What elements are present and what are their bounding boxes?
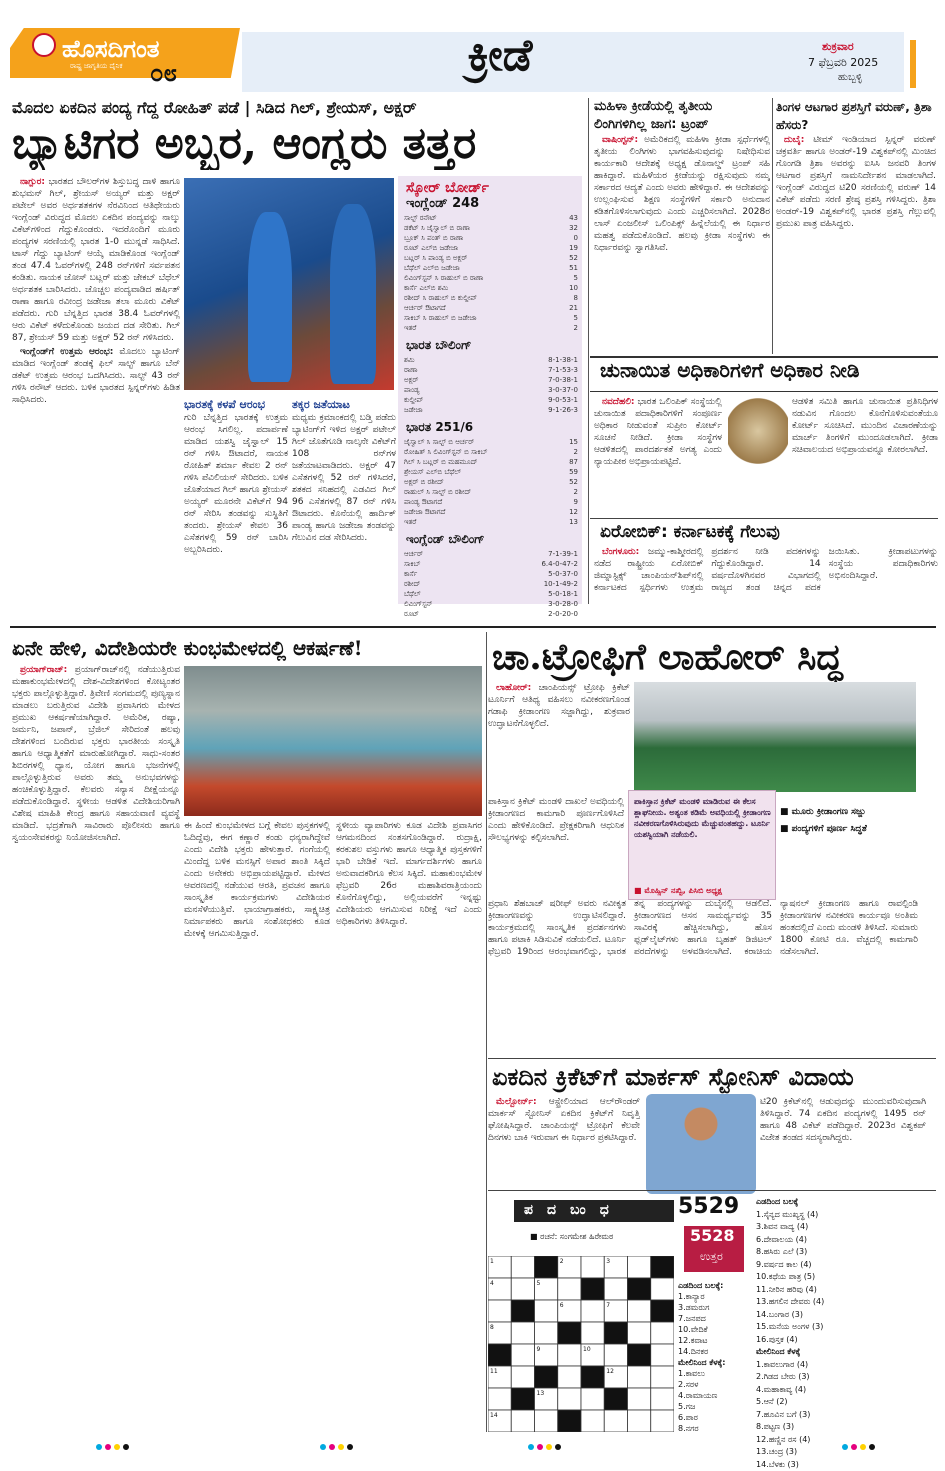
england-batting-row [404,294,578,303]
lahore-body-2: ಪಾಕಿಸ್ತಾನ ಕ್ರಿಕೆಟ್ ಮಂಡಳಿ ದಾಖಲೆ ಅವಧಿಯಲ್ಲಿ ಕ್ರೀಡಾಂಗಣದ ಕಾಮಗಾರಿ ಪೂರ್ಣಗೊಳಿಸಿದೆ ಎಂದು ಹೇಳಿಕೊಂಡಿದೆ. ಪ್ರೇಕ್ಷಕರಿಗಾಗಿ ಆಧುನಿಕ ಸೌಲಭ್ಯಗಳನ್ನು ಕಲ್ಪಿಸಲಾಗಿದೆ. [488,796,624,896]
crossword-cell[interactable] [558,1366,581,1388]
crossword-block [604,1388,627,1410]
crossword-block [581,1366,604,1388]
masthead [0,0,945,96]
india-bowling-row [404,366,578,375]
england-batting-row-value: 43 [569,214,578,223]
india-batting-row [404,458,578,467]
crossword-cell[interactable] [511,1366,534,1388]
england-batting-row-name: ರೂಟ್ ಎಲ್‌ಬಿ ಜಡೇಜಾ [404,244,458,252]
india-bowling-row-name: ಜಡೇಜಾ [404,406,423,414]
prev-answer-item: 14.ದಿನಕರ [678,1346,752,1357]
england-bowling-row-name: ಬೆಥೆಲ್ [404,590,421,598]
registration-dot [851,1444,857,1450]
crossword-clue-number: 10 [583,1346,591,1353]
crossword-cell[interactable] [604,1344,627,1366]
crossword-number: 5529 [678,1194,739,1219]
lahore-body-3: ಪ್ರಧಾನಿ ಶೆಹಬಾಜ್ ಷರೀಫ್ ಅವರು ನವೀಕೃತ ಕ್ರೀಡಾಂಗಣವನ್ನು ಉದ್ಘಾಟಿಸಲಿದ್ದಾರೆ. ಕಾರ್ಯಕ್ರಮದಲ್ಲಿ ಸಾಂಸ್ಕೃತಿಕ ಪ್ರದರ್ಶನಗಳು ಹಾಗೂ ಪಟಾಕಿ ಸಿಡಿಸುವಿಕೆ ನಡೆಯಲಿದೆ. ಟೂರ್ನಿ ಫೆಬ್ರವರಿ 19ರಿಂದ ಆರಂಭವಾಗಲಿದ್ದು, ಭಾರತ ತನ್ನ ಪಂದ್ಯಗಳನ್ನು ದುಬೈನಲ್ಲಿ ಆಡಲಿದೆ. ಕ್ರೀಡಾಂಗಣದ ಆಸನ ಸಾಮರ್ಥ್ಯವನ್ನು 35 ಸಾವಿರಕ್ಕೆ ಹೆಚ್ಚಿಸಲಾಗಿದ್ದು, ಹೊಸ ಫ್ಲಡ್‌ಲೈಟ್‌ಗಳು ಹಾಗೂ ಬೃಹತ್ ಡಿಜಿಟಲ್ ಪರದೆಗಳನ್ನು ಅಳವಡಿಸಲಾಗಿದೆ. ಕರಾಚಿಯ ನ್ಯಾಷನಲ್ ಕ್ರೀಡಾಂಗಣ ಹಾಗೂ ರಾವಲ್ಪಿಂಡಿ ಕ್ರೀಡಾಂಗಣಗಳ ನವೀಕರಣ ಕಾರ್ಯವೂ ಅಂತಿಮ ಹಂತದಲ್ಲಿದೆ ಎಂದು ಮಂಡಳಿ ತಿಳಿಸಿದೆ. ಸುಮಾರು 1800 ಕೋಟಿ ರೂ. ವೆಚ್ಚದಲ್ಲಿ ಕಾಮಗಾರಿ ನಡೆಸಲಾಗಿದೆ. [488,898,918,1058]
pcb-quote-text: ಪಾಕಿಸ್ತಾನ ಕ್ರಿಕೆಟ್ ಮಂಡಳಿ ಮಾಡಿರುವ ಈ ಕೆಲಸ ಶ್ಲಾಘನೀಯ. ಅತ್ಯಂತ ಕಡಿಮೆ ಅವಧಿಯಲ್ಲಿ ಕ್ರೀಡಾಂಗಣ ನವೀಕರಣಗೊಳಿಸಿರುವುದು ಮೆಚ್ಚುವಂತಹದ್ದು. ಟೂರ್ನಿ ಯಶಸ್ವಿಯಾಗಿ ನಡೆಯಲಿ. [634,796,772,896]
highlight-item: ■ ಪಂದ್ಯಗಳಿಗೆ ಪೂರ್ಣ ಸಿದ್ಧತೆ [780,823,920,836]
england-batting-row-name: ಕಾರ್ಸೆ ಎಲ್‌ಬಿ ಶಮಿ [404,284,448,292]
india-bowling-row [404,386,578,395]
england-batting-row-value: 8 [574,294,578,303]
crossword-clue: 10.ಕಥೆಯ ಪಾತ್ರ (5) [756,1271,936,1284]
lamp-icon [32,33,56,57]
registration-dot [537,1444,543,1450]
england-batting-row-value: 2 [574,324,578,333]
prev-answer-item: 7.ಜನಪದ [678,1313,752,1324]
crossword-cell[interactable] [511,1278,534,1300]
crossword-block [558,1410,581,1432]
registration-dot [528,1444,534,1450]
crossword-cell[interactable] [488,1388,511,1410]
crossword-clue-number: 6 [560,1302,564,1309]
england-batting-row-value: 21 [569,304,578,313]
england-batting-row [404,224,578,233]
england-batting-row-value: 19 [569,244,578,253]
india-bowling-row-name: ಅಕ್ಷರ್ [404,376,418,384]
crossword-cell[interactable] [628,1256,651,1278]
top-story-dateline: ನಾಗ್ಪುರ: [20,177,45,187]
england-batting-row-name: ಆರ್ಚರ್ ಔಟಾಗದೆ [404,304,446,312]
crossword-cell[interactable] [651,1388,674,1410]
crossword-clue: 9.ವರ್ಷದ ಕಾಲ (4) [756,1259,936,1272]
crossword-clue: 8.ಪಟ್ಟಣ (3) [756,1421,936,1434]
crossword-cell[interactable] [535,1322,558,1344]
england-bowling-row-value: 2-0-20-0 [548,610,578,619]
crossword-clue: 13.ಚಂದ್ರ (3) [756,1446,936,1459]
crossword-block [511,1388,534,1410]
india-bowling-row-value: 7-0-38-1 [548,376,578,385]
crossword-cell[interactable] [651,1344,674,1366]
crossword-clue-number: 5 [537,1280,541,1287]
england-total: ಇಂಗ್ಲೆಂಡ್ 248 [406,196,479,211]
crossword-clue-number: 13 [537,1390,545,1397]
crossword-cell[interactable] [535,1300,558,1322]
registration-dot [96,1444,102,1450]
crossword-cell[interactable] [651,1410,674,1432]
england-batting-row-name: ಸಾಕಿಬ್ ಸಿ ರಾಹುಲ್ ಬಿ ಜಡೇಜಾ [404,314,477,322]
prev-answer-item: 12.ಕವಾಟ [678,1335,752,1346]
aerobic-headline: ಏರೋಬಿಕ್: ಕರ್ನಾಟಕಕ್ಕೆ ಗೆಲುವು [600,522,780,542]
england-bowling-row-value: 5-0-37-0 [548,570,578,579]
women-sports-body [594,134,770,356]
crossword-clue-number: 7 [606,1302,610,1309]
crossword-clue: 8.ಹಸಿರು ಎಲೆ (3) [756,1246,936,1259]
crossword-block [651,1300,674,1322]
registration-dot [338,1444,344,1450]
varun-dateline: ದುಬೈ: [784,135,804,145]
prev-answer-item: 1.ಕಾನ್ಯಾರ [678,1291,752,1302]
india-batting-row-name: ಶ್ರೇಯಸ್ ಎಲ್‌ಬಿ ಬೆಥೆಲ್ [404,468,461,476]
crossword-clue-number: 12 [606,1368,614,1375]
india-batting-row-name: ಜಡೇಜಾ ಔಟಾಗದೆ [404,508,445,516]
crossword-clue-number: 3 [606,1258,610,1265]
prev-answer-item: 8.ನಗರ [678,1423,752,1434]
crossword-block [488,1344,511,1366]
election-body-1 [594,396,722,516]
england-bowling-row [404,600,578,609]
crossword-clues [756,1196,936,1432]
crossword-cell[interactable] [604,1410,627,1432]
england-bowling-row [404,550,578,559]
england-bowling-row [404,580,578,589]
varun-text: ಟೀಮ್ ಇಂಡಿಯಾದ ಸ್ಪಿನ್ನರ್ ವರುಣ್ ಚಕ್ರವರ್ತಿ ಹಾಗೂ ಅಂಡರ್-19 ವಿಶ್ವಕಪ್‌ನಲ್ಲಿ ಮಿಂಚಿದ ಗೊಂಗಡಿ ತ್ರಿಶಾ ಅವರನ್ನು ಐಸಿಸಿ ಜನವರಿ ತಿಂಗಳ ಆಟಗಾರ ಪ್ರಶಸ್ತಿಗೆ ನಾಮನಿರ್ದೇಶನ ಮಾಡಲಾಗಿದೆ. ಇಂಗ್ಲೆಂಡ್ ವಿರುದ್ಧದ ಟಿ20 ಸರಣಿಯಲ್ಲಿ ವರುಣ್ 14 ವಿಕೆಟ್ ಪಡೆದು ಸರಣಿ ಶ್ರೇಷ್ಠ ಪ್ರಶಸ್ತಿ ಗಳಿಸಿದ್ದರು. ತ್ರಿಶಾ ಅಂಡರ್-19 ವಿಶ್ವಕಪ್‌ನಲ್ಲಿ ಭಾರತ ಪ್ರಶಸ್ತಿ ಗೆಲ್ಲುವಲ್ಲಿ ಪ್ರಮುಖ ಪಾತ್ರ ವಹಿಸಿದ್ದರು. [776,135,936,229]
court-emblem-icon [728,396,788,466]
india-batting-row-value: 59 [569,468,578,477]
india-bowling-row-value: 9-0-53-1 [548,396,578,405]
lahore-headline: ಚಾ.ಟ್ರೋಫಿಗೆ ಲಾಹೋರ್ ಸಿದ್ಧ [492,636,932,679]
england-batting-row-name: ಸಾಲ್ಟ್ ರನೌಟ್ [404,214,437,222]
prev-answer-item: 2.ಸರಳ [678,1379,752,1390]
crossword-cell[interactable] [558,1344,581,1366]
india-bowling-row [404,406,578,415]
india-batting-row-value: 13 [569,518,578,527]
top-story-body [12,176,180,604]
crossword-clue-number: 1 [490,1258,494,1265]
registration-dot [842,1444,848,1450]
crossword-title: ಪದಬಂಧ [524,1202,623,1218]
crossword-block [535,1256,558,1278]
crossword-clue: 13.ಹಗಲಿನ ದೇವರು (4) [756,1296,936,1309]
stadium-photo [634,682,916,792]
crossword-cell[interactable] [604,1278,627,1300]
england-batting-row-name: ಡಕೆಟ್ ಸಿ ಜೈಸ್ವಾಲ್ ಬಿ ರಾಣಾ [404,224,470,232]
crossword-cell[interactable] [581,1388,604,1410]
crossword-cell[interactable] [488,1300,511,1322]
india-batting-row [404,508,578,517]
india-bowling-row-value: 9-1-26-3 [548,406,578,415]
crossword-editor: ■ ರಚನೆ: ಸಂಗಮೇಶ ಹಿರೇಮಠ [530,1232,613,1242]
election-body-2: ಆಡಳಿತ ಸಮಿತಿ ಹಾಗೂ ಚುನಾಯಿತ ಪ್ರತಿನಿಧಿಗಳ ನಡುವಿನ ಗೊಂದಲ ಕೊನೆಗೊಳಿಸುವಂತೆಯೂ ಕೋರ್ಟ್ ಸೂಚಿಸಿದೆ. ಮುಂದಿನ ವಿಚಾರಣೆಯನ್ನು ಮಾರ್ಚ್ ತಿಂಗಳಿಗೆ ಮುಂದೂಡಲಾಗಿದೆ. ಕ್ರೀಡಾ ಸಚಿವಾಲಯದ ಅಭಿಪ್ರಾಯವನ್ನೂ ಕೋರಲಾಗಿದೆ. [792,396,938,516]
india-batting-row-value: 15 [569,438,578,447]
women-sports-headline: ಮಹಿಳಾ ಕ್ರೀಡೆಯಲ್ಲಿ ತೃತೀಯ ಲಿಂಗಿಗಳಿಗಿಲ್ಲ ಜಾಗ: ಟ್ರಂಪ್ [594,98,768,134]
registration-dot [869,1444,875,1450]
england-batting-row [404,264,578,273]
election-dateline: ನವದೆಹಲಿ: [602,397,635,407]
aerobic-text: ಜಮ್ಮು-ಕಾಶ್ಮೀರದಲ್ಲಿ ನಡೆದ ರಾಷ್ಟ್ರೀಯ ಏರೋಬಿಕ್ ಜಿಮ್ನಾಸ್ಟಿಕ್ಸ್ ಚಾಂಪಿಯನ್‌ಶಿಪ್‌ನಲ್ಲಿ ಕರ್ನಾಟಕದ ಸ್ಪರ್ಧಿಗಳು ಉತ್ತಮ ಪ್ರದರ್ಶನ ನೀಡಿ ಪದಕಗಳನ್ನು ಗೆದ್ದುಕೊಂಡಿದ್ದಾರೆ. 14 ವರ್ಷದೊಳಗಿನವರ ವಿಭಾಗದಲ್ಲಿ ರಾಜ್ಯದ ತಂಡ ಚಿನ್ನದ ಪದಕ ಜಯಿಸಿತು. ಕ್ರೀಡಾಪಟುಗಳನ್ನು ಸಂಸ್ಥೆಯ ಪದಾಧಿಕಾರಿಗಳು ಅಭಿನಂದಿಸಿದ್ದಾರೆ. [594,547,938,593]
registration-dot [123,1444,129,1450]
crossword-block [558,1322,581,1344]
kumbh-body-1 [12,664,180,1432]
england-batting-row-value: 10 [569,284,578,293]
england-batting-row [404,314,578,323]
kumbh-body-2: ಈ ಹಿಂದೆ ಕುಂಭಮೇಳದ ಬಗ್ಗೆ ಕೇವಲ ಪುಸ್ತಕಗಳಲ್ಲಿ ಓದಿದ್ದೆವು, ಈಗ ಕಣ್ಣಾರೆ ಕಂಡು ಧನ್ಯರಾಗಿದ್ದೇವೆ ಎಂದು ವಿದೇಶಿ ಭಕ್ತರು ಹೇಳುತ್ತಾರೆ. ಗಂಗೆಯಲ್ಲಿ ಮಿಂದೆದ್ದ ಬಳಿಕ ಮನಸ್ಸಿಗೆ ಅಪಾರ ಶಾಂತಿ ಸಿಕ್ಕಿದೆ ಎಂದು ಅನೇಕರು ಅಭಿಪ್ರಾಯಪಟ್ಟಿದ್ದಾರೆ. ಮೇಳದ ಆವರಣದಲ್ಲಿ ನಡೆಯುವ ಆರತಿ, ಪ್ರವಚನ ಹಾಗೂ ಸಾಂಸ್ಕೃತಿಕ ಕಾರ್ಯಕ್ರಮಗಳು ವಿದೇಶಿಯರ ಮನಸೆಳೆಯುತ್ತಿವೆ. ಛಾಯಾಗ್ರಾಹಕರು, ಸಾಕ್ಷ್ಯಚಿತ್ರ ನಿರ್ಮಾಪಕರು ಹಾಗೂ ಸಂಶೋಧಕರು ಕೂಡ ಮೇಳಕ್ಕೆ ಆಗಮಿಸುತ್ತಿದ್ದಾರೆ. [184,820,330,1432]
crossword-cell[interactable] [628,1388,651,1410]
crossword-cell[interactable] [511,1410,534,1432]
england-bowling-row-name: ರೂಟ್ [404,610,419,618]
india-batting-row-name: ಪಾಂಡ್ಯ ಔಟಾಗದೆ [404,498,442,506]
england-batting-row-value: 32 [569,224,578,233]
crossword-clue: 11.ನೀರಿನ ಹರಿವು (4) [756,1284,936,1297]
crossword-clue: 16.ಪುಸ್ತಕ (4) [756,1334,936,1347]
crossword-block [628,1344,651,1366]
crossword-clue: 4.ಮಹಾಕಾವ್ಯ (4) [756,1384,936,1397]
crossword-cell[interactable] [581,1300,604,1322]
registration-dot [555,1444,561,1450]
crossword-clue: 14.ಬಂಗಾರ (3) [756,1309,936,1322]
england-batting-row-name: ಇತರೆ [404,324,416,332]
lahore-body-1 [488,682,630,792]
top-story-text: ಭಾರತದ ಬೌಲರ್‌ಗಳ ಶಿಸ್ತುಬದ್ಧ ದಾಳಿ ಹಾಗೂ ಶುಭಮನ್ ಗಿಲ್, ಶ್ರೇಯಸ್ ಅಯ್ಯರ್ ಮತ್ತು ಅಕ್ಷರ್ ಪಟೇಲ್ ಅವರ ಅರ್ಧಶತಕಗಳ ನೆರವಿನಿಂದ ಆತಿಥೇಯರು ಇಂಗ್ಲೆಂಡ್ ವಿರುದ್ಧದ ಮೊದಲ ಏಕದಿನ ಪಂದ್ಯವನ್ನು ನಾಲ್ಕು ವಿಕೆಟ್‌ಗಳಿಂದ ಗೆದ್ದುಕೊಂಡರು. ಇದರೊಂದಿಗೆ ಮೂರು ಪಂದ್ಯಗಳ ಸರಣಿಯಲ್ಲಿ ಭಾರತ 1-0 ಮುನ್ನಡೆ ಸಾಧಿಸಿದೆ. ಟಾಸ್ ಗೆದ್ದು ಬ್ಯಾಟಿಂಗ್ ಆಯ್ಕೆ ಮಾಡಿಕೊಂಡ ಇಂಗ್ಲೆಂಡ್ ತಂಡ 47.4 ಓವರ್‌ಗಳಲ್ಲಿ 248 ರನ್‌ಗಳಿಗೆ ಸರ್ವಪತನ ಕಂಡಿತು. ನಾಯಕ ಜೋಸ್ ಬಟ್ಲರ್ ಮತ್ತು ಜೇಕಬ್ ಬೆಥೆಲ್ ಅರ್ಧಶತಕ ಬಾರಿಸಿದರು. ಚೊಚ್ಚಲ ಪಂದ್ಯವಾಡಿದ ಹರ್ಷಿತ್ ರಾಣಾ ಹಾಗೂ ರವೀಂದ್ರ ಜಡೇಜಾ ತಲಾ ಮೂರು ವಿಕೆಟ್ ಪಡೆದರು. ಗುರಿ ಬೆನ್ನತ್ತಿದ ಭಾರತ 38.4 ಓವರ್‌ಗಳಲ್ಲಿ ಆರು ವಿಕೆಟ್ ಕಳೆದುಕೊಂಡು ಜಯದ ದಡ ಸೇರಿತು. ಗಿಲ್ 87, ಶ್ರೇಯಸ್ 59 ಮತ್ತು ಅಕ್ಷರ್ 52 ರನ್ ಗಳಿಸಿದರು. [12,177,180,343]
top-story-kicker: ಮೊದಲ ಏಕದಿನ ಪಂದ್ಯ ಗೆದ್ದ ರೋಹಿತ್ ಪಡೆ | ಸಿಡಿದ ಗಿಲ್, ಶ್ರೇಯಸ್, ಅಕ್ಷರ್ [12,98,582,118]
stoinis-text-1: ಆಸ್ಟ್ರೇಲಿಯಾದ ಆಲ್‌ರೌಂಡರ್ ಮಾರ್ಕಸ್ ಸ್ಟೋನಿಸ್ ಏಕದಿನ ಕ್ರಿಕೆಟ್‌ಗೆ ನಿವೃತ್ತಿ ಘೋಷಿಸಿದ್ದಾರೆ. ಚಾಂಪಿಯನ್ಸ್ ಟ್ರೋಫಿಗೆ ಕೆಲವೇ ದಿನಗಳು ಬಾಕಿ ಇರುವಾಗ ಈ ನಿರ್ಧಾರ ಪ್ರಕಟಿಸಿದ್ದಾರೆ. [488,1097,640,1143]
story-a-head: ಭಾರತಕ್ಕೆ ಕಳಪೆ ಆರಂಭ [184,398,284,412]
england-batting-row [404,284,578,293]
crossword-clue: ಎಡದಿಂದ ಬಲಕ್ಕೆ [756,1196,936,1209]
crossword-cell[interactable] [511,1344,534,1366]
crossword-block [651,1256,674,1278]
scoreboard-title: ಸ್ಕೋರ್ ಬೋರ್ಡ್ [406,180,489,196]
prev-answer-label: ಉತ್ತರ [700,1250,723,1264]
england-bowling-row [404,590,578,599]
india-batting-row-value: 2 [574,488,578,497]
england-batting-row-value: 0 [574,234,578,243]
prev-answer-item: 5.ಗಜ [678,1401,752,1412]
prev-answer-list [678,1280,752,1430]
england-batting-row [404,274,578,283]
stoinis-body-1 [488,1096,640,1186]
registration-dot [546,1444,552,1450]
england-batting-row-value: 5 [574,274,578,283]
england-bowling-row-value: 5-0-18-1 [548,590,578,599]
lahore-highlights [780,806,920,836]
india-batting-row-name: ಗಿಲ್ ಸಿ ಬಟ್ಲರ್ ಬಿ ಮಹಮೂದ್ [404,458,478,466]
crossword-cell[interactable] [581,1256,604,1278]
crossword-clue: 12.ಹಣ್ಣಿನ ರಸ (4) [756,1434,936,1447]
kumbh-dateline: ಪ್ರಯಾಗ್‌ರಾಜ್: [20,665,67,675]
england-bowling-row [404,610,578,619]
india-batting-row-value: 52 [569,478,578,487]
crossword-cell[interactable] [651,1366,674,1388]
india-batting-row [404,468,578,477]
registration-dot [860,1444,866,1450]
england-batting-row [404,234,578,243]
england-bowling-row-name: ಸಾಕಿಬ್ [404,560,421,568]
date-day: ಶುಕ್ರವಾರ [822,40,854,54]
england-bowling-row-name: ಕಾರ್ಸೆ [404,570,417,578]
england-bowling-row-value: 7-1-39-1 [548,550,578,559]
crossword-cell[interactable] [651,1278,674,1300]
crossword-block [535,1366,558,1388]
england-bowling-row-value: 3-0-28-0 [548,600,578,609]
crossword-clue: 6.ದೇವಾಲಯ (4) [756,1234,936,1247]
crossword-grid[interactable] [488,1256,674,1432]
crossword-cell[interactable] [581,1322,604,1344]
varun-headline: ತಿಂಗಳ ಆಟಗಾರ ಪ್ರಶಸ್ತಿಗೆ ವರುಣ್, ತ್ರಿಶಾ ಹೆಸರು? [776,98,936,134]
stoinis-dateline: ಮೆಲ್ಬೋರ್ನ್: [496,1097,537,1107]
stoinis-body-2: ಟಿ20 ಕ್ರಿಕೆಟ್‌ನಲ್ಲಿ ಆಡುವುದನ್ನು ಮುಂದುವರಿಸುವುದಾಗಿ ತಿಳಿಸಿದ್ದಾರೆ. 74 ಏಕದಿನ ಪಂದ್ಯಗಳಲ್ಲಿ 1495 ರನ್ ಹಾಗೂ 48 ವಿಕೆಟ್ ಪಡೆದಿದ್ದಾರೆ. 2023ರ ವಿಶ್ವಕಪ್ ವಿಜೇತ ತಂಡದ ಸದಸ್ಯರಾಗಿದ್ದರು. [760,1096,926,1196]
crossword-clue-number: 9 [537,1346,541,1353]
kumbh-photo [184,666,482,816]
crossword-clue: 1.ಸೈನ್ಯದ ಮುಖ್ಯಸ್ಥ (4) [756,1209,936,1222]
india-bowling-row-name: ಪಾಂಡ್ಯ [404,386,419,394]
crossword-block [581,1278,604,1300]
crossword-clue: 2.ಗಿಡದ ಬೇರು (3) [756,1371,936,1384]
story-b-head: ತಕ್ಕರ ಜತೆಯಾಟ [292,398,392,412]
crossword-clue: 14.ಬೆಳಕು (3) [756,1459,936,1471]
women-sports-text: ಅಮೆರಿಕದಲ್ಲಿ ಮಹಿಳಾ ಕ್ರೀಡಾ ಸ್ಪರ್ಧೆಗಳಲ್ಲಿ ತೃತೀಯ ಲಿಂಗಿಗಳು ಭಾಗವಹಿಸುವುದನ್ನು ನಿಷೇಧಿಸುವ ಕಾರ್ಯಕಾರಿ ಆದೇಶಕ್ಕೆ ಅಧ್ಯಕ್ಷ ಡೊನಾಲ್ಡ್ ಟ್ರಂಪ್ ಸಹಿ ಹಾಕಿದ್ದಾರೆ. ಮಹಿಳೆಯರ ಕ್ರೀಡೆಯನ್ನು ರಕ್ಷಿಸುವುದು ನಮ್ಮ ಸರ್ಕಾರದ ಆದ್ಯತೆ ಎಂದು ಅವರು ಹೇಳಿದ್ದಾರೆ. ಈ ಆದೇಶವನ್ನು ಉಲ್ಲಂಘಿಸುವ ಶಿಕ್ಷಣ ಸಂಸ್ಥೆಗಳಿಗೆ ಸರ್ಕಾರಿ ಅನುದಾನ ಕಡಿತಗೊಳಿಸಲಾಗುವುದು ಎಂದು ಎಚ್ಚರಿಸಲಾಗಿದೆ. 2028ರ ಲಾಸ್ ಏಂಜಲೀಸ್ ಒಲಿಂಪಿಕ್ಸ್ ಹಿನ್ನೆಲೆಯಲ್ಲಿ ಈ ನಿರ್ಧಾರ ಮಹತ್ವ ಪಡೆದುಕೊಂಡಿದೆ. ಹಲವು ಕ್ರೀಡಾ ಸಂಸ್ಥೆಗಳು ಈ ನಿರ್ಧಾರವನ್ನು ಸ್ವಾಗತಿಸಿವೆ. [594,135,770,253]
crossword-clue: 15.ಮನೆಯ ಅಂಗಳ (3) [756,1321,936,1334]
crossword-block [511,1300,534,1322]
england-batting-row-name: ರಶೀದ್ ಸಿ ರಾಹುಲ್ ಬಿ ಕುಲ್ದೀಪ್ [404,294,477,302]
crossword-block [628,1278,651,1300]
prev-answer-item: 10.ವೇದಿಕೆ [678,1324,752,1335]
england-batting-row-value: 5 [574,314,578,323]
highlight-item: ■ ಮೂರು ಕ್ರೀಡಾಂಗಣ ಸಜ್ಜು [780,806,920,819]
newspaper-logo: ಹೊಸದಿಗಂತ [62,34,160,63]
crossword-cell[interactable] [511,1322,534,1344]
england-bowling-title: ಇಂಗ್ಲೆಂಡ್ ಬೌಲಿಂಗ್ [406,532,485,547]
india-bowling-row-name: ಶಮಿ [404,356,415,364]
crossword-cell[interactable] [558,1388,581,1410]
england-bowling-row-value: 10-1-49-2 [544,580,578,589]
england-batting-row [404,254,578,263]
date-full: 7 ಫೆಬ್ರವರಿ 2025 [808,56,878,70]
registration-dot [320,1444,326,1450]
india-bowling-row-name: ಕುಲ್ದೀಪ್ [404,396,423,404]
england-batting-row-name: ಬೆಥೆಲ್ ಎಲ್‌ಬಿ ಜಡೇಜಾ [404,264,460,272]
crossword-cell[interactable] [628,1366,651,1388]
india-batting-row [404,488,578,497]
prev-answer-item: 6.ಪಾರ [678,1412,752,1423]
top-story-subhead: ಇಂಗ್ಲೆಂಡ್‌ಗೆ ಉತ್ತಮ ಆರಂಭ: [20,347,113,357]
page-number: ೦೮ [150,58,177,87]
prev-answer-item: ಮೇಲಿನಿಂದ ಕೆಳಕ್ಕೆ: [678,1357,752,1368]
india-bowling-row [404,396,578,405]
stoinis-photo [646,1094,756,1194]
crossword-clue: 3.ಶಿವನ ವಾದ್ಯ (4) [756,1221,936,1234]
india-batting-row-name: ಜೈಸ್ವಾಲ್ ಸಿ ಸಾಲ್ಟ್ ಬಿ ಆರ್ಚರ್ [404,438,474,446]
pcb-quote-author: ■ ಮೊಹ್ಸಿನ್ ನಖ್ವಿ, ಪಿಸಿಬಿ ಅಧ್ಯಕ್ಷ [634,886,722,896]
section-title: ಕ್ರೀಡೆ [420,30,580,81]
kumbh-body-3: ಸ್ಥಳೀಯ ವ್ಯಾಪಾರಿಗಳು ಕೂಡ ವಿದೇಶಿ ಪ್ರವಾಸಿಗರ ಆಗಮನದಿಂದ ಸಂತಸಗೊಂಡಿದ್ದಾರೆ. ರುದ್ರಾಕ್ಷಿ, ಕರಕುಶಲ ವಸ್ತುಗಳು ಹಾಗೂ ಆಧ್ಯಾತ್ಮಿಕ ಪುಸ್ತಕಗಳಿಗೆ ಭಾರಿ ಬೇಡಿಕೆ ಇದೆ. ಮಾರ್ಗದರ್ಶಿಗಳು ಹಾಗೂ ಅನುವಾದಕರಿಗೂ ಕೆಲಸ ಸಿಕ್ಕಿದೆ. ಮಹಾಕುಂಭಮೇಳ ಫೆಬ್ರವರಿ 26ರ ಮಹಾಶಿವರಾತ್ರಿಯಂದು ಕೊನೆಗೊಳ್ಳಲಿದ್ದು, ಅಲ್ಲಿಯವರೆಗೆ ಇನ್ನಷ್ಟು ವಿದೇಶಿಯರು ಆಗಮಿಸುವ ನಿರೀಕ್ಷೆ ಇದೆ ಎಂದು ಅಧಿಕಾರಿಗಳು ತಿಳಿಸಿದ್ದಾರೆ. [336,820,482,1432]
aerobic-dateline: ಬೆಂಗಳೂರು: [602,547,639,557]
lahore-text-1: ಚಾಂಪಿಯನ್ಸ್ ಟ್ರೋಫಿ ಕ್ರಿಕೆಟ್ ಟೂರ್ನಿಗೆ ಆತಿಥ್ಯ ವಹಿಸಲು ನವೀಕರಣಗೊಂಡ ಗಡಾಫಿ ಕ್ರೀಡಾಂಗಣ ಸಜ್ಜಾಗಿದ್ದು, ಶುಕ್ರವಾರ ಉದ್ಘಾಟನೆಗೊಳ್ಳಲಿದೆ. [488,683,630,729]
crossword-clue: ಮೇಲಿನಿಂದ ಕೆಳಕ್ಕೆ [756,1346,936,1359]
story-b-body: ಮಧ್ಯಮ ಕ್ರಮಾಂಕದಲ್ಲಿ ಬಡ್ತಿ ಪಡೆದು ಬ್ಯಾಟಿಂಗ್‌ಗೆ ಇಳಿದ ಅಕ್ಷರ್ ಪಟೇಲ್ ಗಿಲ್ ಜೊತೆಗೂಡಿ ನಾಲ್ಕನೇ ವಿಕೆಟ್‌ಗೆ 108 ರನ್‌ಗಳ ಜತೆಯಾಟವಾಡಿದರು. ಅಕ್ಷರ್ 47 ಎಸೆತಗಳಲ್ಲಿ 52 ರನ್ ಗಳಿಸಿದರೆ, ಶತಕದ ಸನಿಹದಲ್ಲಿ ಎಡವಿದ ಗಿಲ್ 96 ಎಸೆತಗಳಲ್ಲಿ 87 ರನ್ ಗಳಿಸಿ ಔಟಾದರು. ಕೊನೆಯಲ್ಲಿ ಹಾರ್ದಿಕ್ ಪಾಂಡ್ಯ ಹಾಗೂ ಜಡೇಜಾ ತಂಡವನ್ನು ಗೆಲುವಿನ ದಡ ಸೇರಿಸಿದರು. [292,412,396,604]
kumbh-text-1: ಪ್ರಯಾಗ್‌ರಾಜ್‌ನಲ್ಲಿ ನಡೆಯುತ್ತಿರುವ ಮಹಾಕುಂಭಮೇಳದಲ್ಲಿ ದೇಶ-ವಿದೇಶಗಳಿಂದ ಕೋಟ್ಯಂತರ ಭಕ್ತರು ಪಾಲ್ಗೊಳ್ಳುತ್ತಿದ್ದಾರೆ. ತ್ರಿವೇಣಿ ಸಂಗಮದಲ್ಲಿ ಪುಣ್ಯಸ್ನಾನ ಮಾಡಲು ಬರುತ್ತಿರುವ ವಿದೇಶಿ ಪ್ರವಾಸಿಗರು ಮೇಳದ ಪ್ರಮುಖ ಆಕರ್ಷಣೆಯಾಗಿದ್ದಾರೆ. ಅಮೆರಿಕ, ರಷ್ಯಾ, ಜರ್ಮನಿ, ಜಪಾನ್, ಬ್ರೆಜಿಲ್ ಸೇರಿದಂತೆ ಹಲವು ದೇಶಗಳಿಂದ ಬಂದಿರುವ ಭಕ್ತರು ಭಾರತೀಯ ಸಂಸ್ಕೃತಿ ಹಾಗೂ ಆಧ್ಯಾತ್ಮಿಕತೆಗೆ ಮಾರುಹೋಗಿದ್ದಾರೆ. ಸಾಧು-ಸಂತರ ಶಿಬಿರಗಳಲ್ಲಿ ಧ್ಯಾನ, ಯೋಗ ಹಾಗೂ ಭಜನೆಗಳಲ್ಲಿ ಪಾಲ್ಗೊಳ್ಳುತ್ತಿರುವ ಅವರು ತಮ್ಮ ಅನುಭವಗಳನ್ನು ಹಂಚಿಕೊಳ್ಳುತ್ತಿದ್ದಾರೆ. ಕೆಲವರು ಸನ್ಯಾಸ ದೀಕ್ಷೆಯನ್ನೂ ಪಡೆದುಕೊಂಡಿದ್ದಾರೆ. ಸ್ಥಳೀಯ ಆಡಳಿತ ವಿದೇಶಿಯರಿಗಾಗಿ ವಿಶೇಷ ಮಾಹಿತಿ ಕೇಂದ್ರ ಹಾಗೂ ಸಹಾಯವಾಣಿ ವ್ಯವಸ್ಥೆ ಮಾಡಿದೆ. ಭದ್ರತೆಗಾಗಿ ಸಾವಿರಾರು ಪೊಲೀಸರು ಹಾಗೂ ಸ್ವಯಂಸೇವಕರನ್ನು ನಿಯೋಜಿಸಲಾಗಿದೆ. [12,665,180,843]
logo-tagline: ರಾಷ್ಟ್ರ ಜಾಗೃತಿಯ ದೈನಿಕ [70,62,123,71]
crossword-cell[interactable] [628,1410,651,1432]
crossword-cell[interactable] [558,1278,581,1300]
crossword-cell[interactable] [651,1322,674,1344]
england-batting-row [404,324,578,333]
crossword-cell[interactable] [581,1410,604,1432]
india-batting-row-value: 2 [574,448,578,457]
top-story-text-2: ಮೊದಲು ಬ್ಯಾಟಿಂಗ್ ಮಾಡಿದ ಇಂಗ್ಲೆಂಡ್ ತಂಡಕ್ಕೆ ಫಿಲ್ ಸಾಲ್ಟ್ ಹಾಗೂ ಬೆನ್ ಡಕೆಟ್ ಉತ್ತಮ ಆರಂಭ ಒದಗಿಸಿದರು. ಸಾಲ್ಟ್ 43 ರನ್ ಗಳಿಸಿ ರನೌಟ್ ಆದರು. ಬಳಿಕ ಭಾರತದ ಸ್ಪಿನ್ನರ್‌ಗಳು ಹಿಡಿತ ಸಾಧಿಸಿದರು. [12,347,180,405]
edition-city: ಹುಬ್ಬಳ್ಳಿ [838,72,862,83]
story-a-body: ಗುರಿ ಬೆನ್ನತ್ತಿದ ಭಾರತಕ್ಕೆ ಉತ್ತಮ ಆರಂಭ ಸಿಗಲಿಲ್ಲ. ಪದಾರ್ಪಣೆ ಮಾಡಿದ ಯಶಸ್ವಿ ಜೈಸ್ವಾಲ್ 15 ರನ್ ಗಳಿಸಿ ಔಟಾದರೆ, ನಾಯಕ ರೋಹಿತ್ ಶರ್ಮಾ ಕೇವಲ 2 ರನ್ ಗಳಿಸಿ ಪೆವಿಲಿಯನ್ ಸೇರಿದರು. ಬಳಿಕ ಜೊತೆಯಾದ ಗಿಲ್ ಹಾಗೂ ಶ್ರೇಯಸ್ ಅಯ್ಯರ್ ಮೂರನೇ ವಿಕೆಟ್‌ಗೆ 94 ರನ್ ಸೇರಿಸಿ ತಂಡವನ್ನು ಸುಸ್ಥಿತಿಗೆ ತಂದರು. ಶ್ರೇಯಸ್ ಕೇವಲ 36 ಎಸೆತಗಳಲ್ಲಿ 59 ರನ್ ಬಾರಿಸಿ ಅಬ್ಬರಿಸಿದರು. [184,412,288,604]
crossword-title-bar [514,1200,674,1222]
england-batting-row [404,244,578,253]
india-bowling-row-value: 7-1-53-3 [548,366,578,375]
crossword-clue-number: 14 [490,1412,498,1419]
stoinis-headline: ಏಕದಿನ ಕ್ರಿಕೆಟ್‌ಗೆ ಮಾರ್ಕಸ್ ಸ್ಟೋನಿಸ್ ವಿದಾಯ [492,1062,932,1091]
england-bowling-row-name: ರಶೀದ್ [404,580,420,588]
england-bowling-row [404,560,578,569]
player-figure [248,212,292,382]
india-bowling-row [404,356,578,365]
england-bowling-row-name: ಆರ್ಚರ್ [404,550,423,558]
top-story-headline: ಬ್ಯಾಟಿಗರ ಅಬ್ಬರ, ಆಂಗ್ಲರು ತತ್ತರ [12,118,582,170]
england-batting-row-name: ಲಿವಿಂಗ್‌ಸ್ಟನ್ ಸಿ ರಾಹುಲ್ ಬಿ ರಾಣಾ [404,274,483,282]
aerobic-body [594,546,938,604]
india-batting-row [404,478,578,487]
india-batting-row [404,448,578,457]
registration-dot [114,1444,120,1450]
crossword-cell[interactable] [628,1322,651,1344]
india-batting-row [404,498,578,507]
crossword-clue: 1.ಕಾವಲುಗಾರ (4) [756,1359,936,1372]
india-batting-row [404,518,578,527]
india-batting-row-name: ಅಕ್ಷರ್ ಬಿ ರಶೀದ್ [404,478,444,486]
registration-dot [105,1444,111,1450]
england-bowling-row-value: 6.4-0-47-2 [541,560,578,569]
prev-answer-item: 1.ಕಾವಲು [678,1368,752,1379]
india-batting-row-value: 87 [569,458,578,467]
crossword-block [604,1322,627,1344]
crossword-cell[interactable] [535,1410,558,1432]
print-registration-marks [0,1438,945,1460]
england-batting-row [404,304,578,313]
prev-answer-item: ಎಡದಿಂದ ಬಲಕ್ಕೆ: [678,1280,752,1291]
india-bowling-row-name: ರಾಣಾ [404,366,417,374]
india-bowling-row-value: 8-1-38-1 [548,356,578,365]
orange-strip [910,40,916,88]
registration-dot [347,1444,353,1450]
crossword-clue-number: 2 [560,1258,564,1265]
crossword-clue-number: 4 [490,1280,494,1287]
india-batting-row-name: ರಾಹುಲ್ ಸಿ ಸಾಲ್ಟ್ ಬಿ ರಶೀದ್ [404,488,471,496]
india-bowling-row [404,376,578,385]
women-sports-dateline: ವಾಷಿಂಗ್ಟನ್: [602,135,638,145]
registration-dot [329,1444,335,1450]
india-batting-row [404,438,578,447]
england-bowling-row-name: ಲಿವಿಂಗ್‌ಸ್ಟನ್ [404,600,433,608]
england-bowling-row [404,570,578,579]
india-total: ಭಾರತ 251/6 [406,420,473,435]
prev-answer-item: 3.ಡಮರುಗ [678,1302,752,1313]
crossword-cell[interactable] [628,1300,651,1322]
crossword-clue: 7.ಹೂವಿನ ಬಗೆ (3) [756,1409,936,1422]
england-batting-row-value: 52 [569,254,578,263]
england-batting-row-name: ಬಟ್ಲರ್ ಸಿ ಪಾಂಡ್ಯ ಬಿ ಅಕ್ಷರ್ [404,254,467,262]
player-figure [330,204,376,384]
kumbh-headline: ಏನೇ ಹೇಳಿ, ವಿದೇಶಿಯರೇ ಕುಂಭಮೇಳದಲ್ಲಿ ಆಕರ್ಷಣೆ! [12,636,482,660]
england-batting-row-name: ಬ್ರೂಕ್ ಸಿ ಪಂತ್ ಬಿ ರಾಣಾ [404,234,463,242]
india-batting-row-name: ಇತರೆ [404,518,416,526]
crossword-clue-number: 8 [490,1324,494,1331]
crossword-clue: 5.ಆನೆ (2) [756,1396,936,1409]
england-batting-row-value: 51 [569,264,578,273]
prev-answer-item: 4.ರಾಮಾಯಣ [678,1390,752,1401]
india-batting-row-value: 9 [574,498,578,507]
india-bowling-row-value: 3-0-37-0 [548,386,578,395]
india-bowling-title: ಭಾರತ ಬೌಲಿಂಗ್ [406,338,471,353]
england-batting-row [404,214,578,223]
election-headline: ಚುನಾಯಿತ ಅಧಿಕಾರಿಗಳಿಗೆ ಅಧಿಕಾರ ನೀಡಿ [600,358,859,382]
crossword-cell[interactable] [511,1256,534,1278]
crossword-clue-number: 11 [490,1368,498,1375]
varun-body [776,134,936,356]
india-batting-row-name: ರೋಹಿತ್ ಸಿ ಲಿವಿಂಗ್‌ಸ್ಟನ್ ಬಿ ಸಾಕಿಬ್ [404,448,488,456]
prev-crossword-number: 5528 [690,1226,735,1245]
lahore-dateline: ಲಾಹೋರ್: [496,683,531,693]
india-batting-row-value: 12 [569,508,578,517]
election-text-1: ಭಾರತ ಒಲಿಂಪಿಕ್ ಸಂಸ್ಥೆಯಲ್ಲಿ ಚುನಾಯಿತ ಪದಾಧಿಕಾರಿಗಳಿಗೆ ಸಂಪೂರ್ಣ ಅಧಿಕಾರ ನೀಡುವಂತೆ ಸುಪ್ರೀಂ ಕೋರ್ಟ್ ಸೂಚನೆ ನೀಡಿದೆ. ಕ್ರೀಡಾ ಸಂಸ್ಥೆಗಳ ಆಡಳಿತದಲ್ಲಿ ಪಾರದರ್ಶಕತೆ ಅಗತ್ಯ ಎಂದು ನ್ಯಾಯಪೀಠ ಅಭಿಪ್ರಾಯಪಟ್ಟಿದೆ. [594,397,722,467]
